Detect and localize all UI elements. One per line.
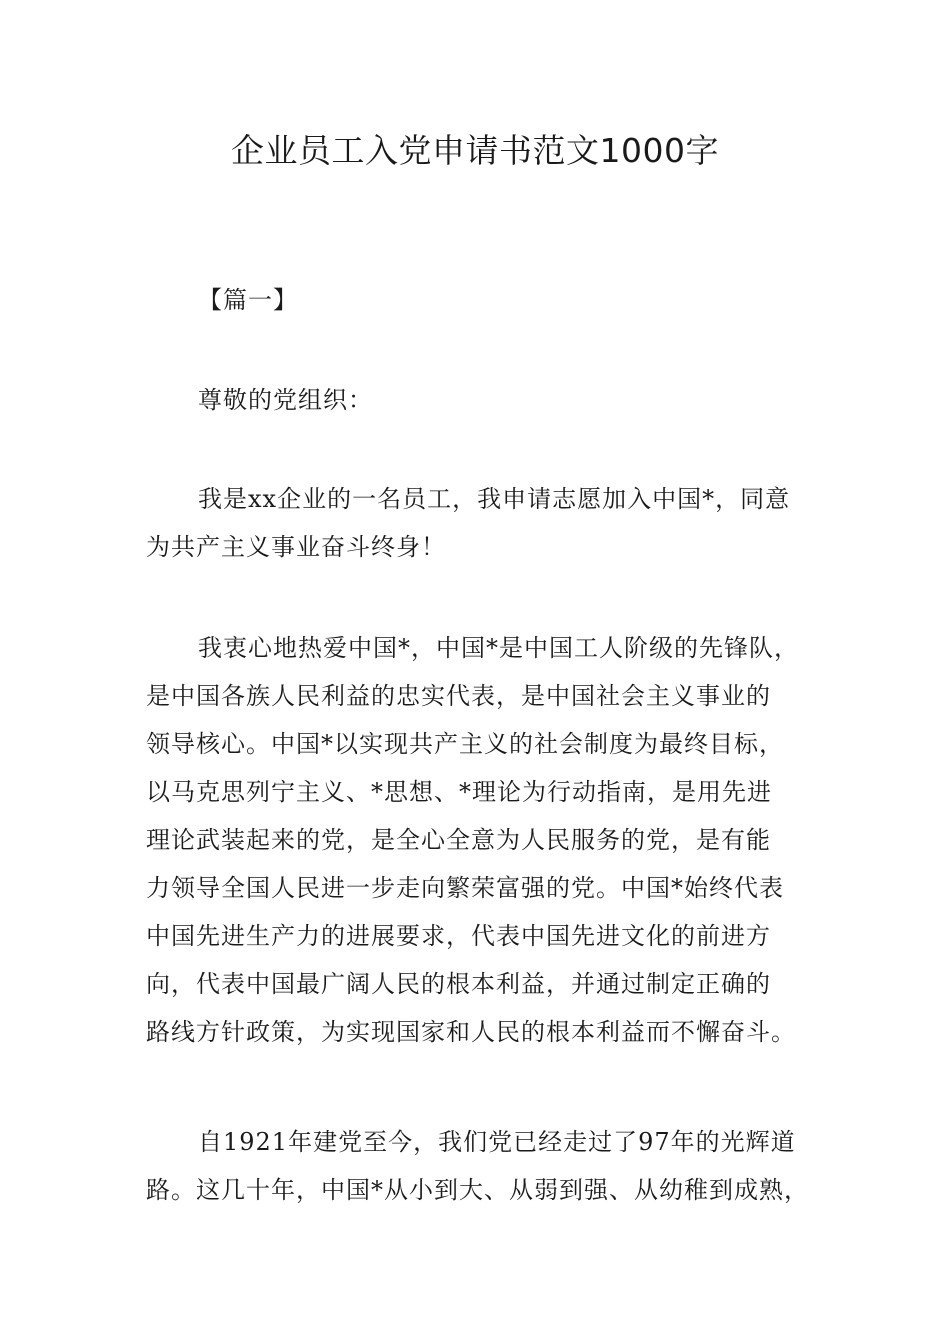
paragraph-line: 自1921年建党至今，我们党已经走过了97年的光辉道 — [198, 1128, 796, 1156]
section-label-text: 【篇一】 — [198, 286, 298, 314]
section-label — [146, 276, 816, 324]
paragraph-3 — [146, 1118, 816, 1214]
paragraph-line: 路线方针政策，为实现国家和人民的根本利益而不懈奋斗。 — [146, 1018, 796, 1046]
paragraph-line: 我衷心地热爱中国*，中国*是中国工人阶级的先锋队， — [198, 634, 799, 662]
paragraph-line: 路。这几十年，中国*从小到大、从弱到强、从幼稚到成熟， — [146, 1176, 809, 1204]
paragraph-line: 理论武装起来的党，是全心全意为人民服务的党，是有能 — [146, 826, 771, 854]
salutation — [146, 376, 816, 424]
document-title: 企业员工入党申请书范文1000字 — [231, 131, 719, 170]
paragraph-line: 以马克思列宁主义、*思想、*理论为行动指南，是用先进 — [146, 778, 772, 806]
paragraph-1 — [146, 475, 816, 571]
paragraph-line: 我是xx企业的一名员工，我申请志愿加入中国*，同意 — [198, 485, 791, 513]
paragraph-line: 向，代表中国最广阔人民的根本利益，并通过制定正确的 — [146, 970, 771, 998]
paragraph-line: 领导核心。中国*以实现共产主义的社会制度为最终目标， — [146, 730, 784, 758]
paragraph-line: 为共产主义事业奋斗终身！ — [146, 533, 446, 561]
paragraph-line: 力领导全国人民进一步走向繁荣富强的党。中国*始终代表 — [146, 874, 784, 902]
paragraph-line: 中国先进生产力的进展要求，代表中国先进文化的前进方 — [146, 922, 771, 950]
paragraph-2 — [146, 624, 816, 1056]
salutation-text: 尊敬的党组织： — [198, 386, 373, 414]
paragraph-line: 是中国各族人民利益的忠实代表，是中国社会主义事业的 — [146, 682, 771, 710]
